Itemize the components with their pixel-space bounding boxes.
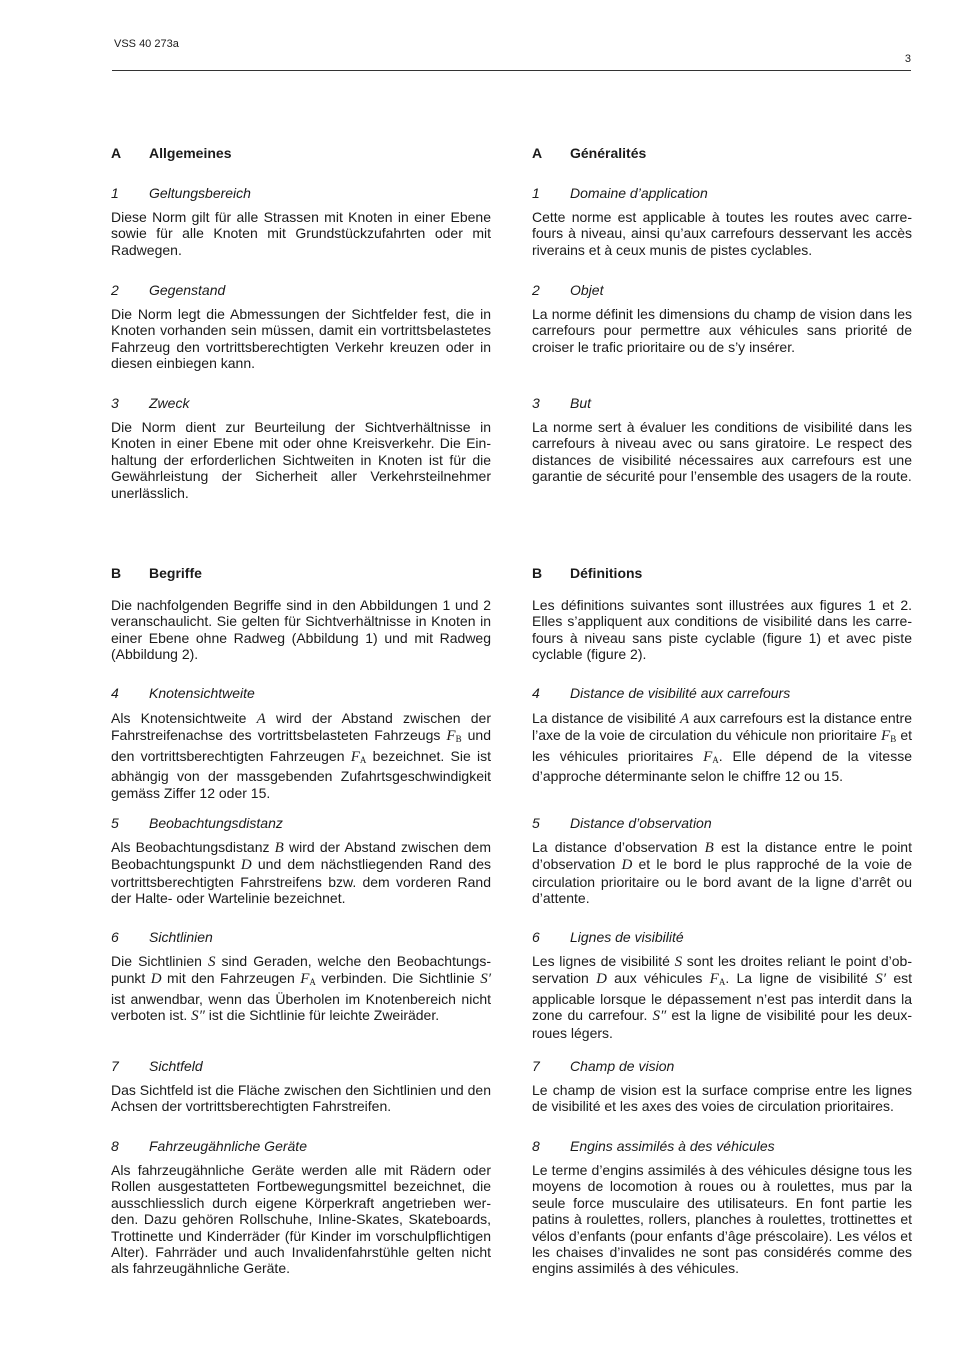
subsection-7-heading: 7 Champ de vision — [532, 1058, 675, 1074]
subsection-3-text: La norme sert à évaluer les conditions de visibilité dans les carrefours à niveau avec ou sans giratoire. Le respect des distances de visibilité nécessaires aux carrefours est une garantie de sécurité pour l’ensemble des usagers de la route. — [532, 419, 912, 485]
subsection-2-heading: 2 Objet — [532, 282, 604, 298]
section-b-intro: Die nachfolgenden Begriffe sind in den Abbildungen 1 und 2 veranschaulicht. Sie gelten für Sichtverhältnisse in Knoten in einer Ebene ohne Radweg (Abbildung 1) und mit Radweg (Abbildung 2). — [111, 597, 491, 663]
subsection-6-text: Les lignes de visibilité S sont les droites reliant le point d’observation D aux véhicules $F_A$. La ligne de visibilité S′ est applicable lorsque le dépassement n’est pas interdit dans la zone du carrefour. S″ est la ligne de visibilité pour les deuxroues légers. — [532, 953, 913, 1041]
subsection-2-text: Die Norm legt die Abmessungen der Sichtfelder fest, die in Knoten vorhanden sein müssen, damit ein vortrittsbelastetes Fahrzeug den vortrittsberechtigten Verkehr kreuzen oder in diesen einbiegen kann. — [111, 306, 491, 372]
subsection-7-heading: 7 Sichtfeld — [111, 1058, 203, 1074]
subsection-2-text: La norme définit les dimensions du champ de vision dans les carrefours pour permettre aux véhicules sans priorité de croiser le trafic prioritaire ou de s’y insérer. — [532, 306, 912, 355]
subsection-5-heading: 5 Beobachtungsdistanz — [111, 815, 283, 831]
subsection-5-heading: 5 Distance d’observation — [532, 815, 712, 831]
subsection-8-heading: 8 Fahrzeugähnliche Geräte — [111, 1138, 307, 1154]
subsection-3-heading: 3 Zweck — [111, 395, 190, 411]
section-b-heading: B Définitions — [532, 565, 643, 581]
section-b-heading: B Begriffe — [111, 565, 202, 581]
subsection-4-text: La distance de visibilité A aux carrefours est la distance entre l’axe de la voie de circulation du véhicule non prioritaire $F_B$ et les véhicules prioritaires $F_A$. Elle dépend de la vitesse d’approche déterminante selon le chiffre 12 ou 15. — [532, 710, 912, 785]
subsection-1-heading: 1 Geltungsbereich — [111, 185, 251, 201]
subsection-6-heading: 6 Lignes de visibilité — [532, 929, 684, 945]
page-header-doc-id: VSS 40 273a — [114, 38, 179, 50]
subsection-8-heading: 8 Engins assimilés à des véhicules — [532, 1138, 775, 1154]
subsection-3-heading: 3 But — [532, 395, 592, 411]
subsection-7-text: Le champ de vision est la surface comprise entre les lignes de visibilité et les axes des voies de circulation prioritaires. — [532, 1082, 912, 1115]
subsection-1-text: Diese Norm gilt für alle Strassen mit Knoten in einer Ebene sowie für alle Knoten mit Grundstückzufahrten oder mit Radwegen. — [111, 209, 491, 258]
subsection-6-heading: 6 Sichtlinien — [111, 929, 213, 945]
subsection-7-text: Das Sichtfeld ist die Fläche zwischen den Sichtlinien und den Achsen der vortrittsberechtigten Fahrstreifen. — [111, 1082, 491, 1115]
subsection-4-heading: 4 Knotensichtweite — [111, 685, 255, 701]
subsection-2-heading: 2 Gegenstand — [111, 282, 226, 298]
subsection-4-text: Als Knotensichtweite A wird der Abstand zwischen der Fahrstreifenachse des vortrittsbelasteten Fahrzeugs $F_B$ und den vortrittsberechtigten Fahrzeugen $F_A$ bezeichnet. Sie ist abhängig von der massgebenden Zufahrtsgeschwindigkeit gemäss Ziffer 12 oder 15. — [111, 710, 492, 801]
subsection-5-text: La distance d’observation B est la distance entre le point d’observation D et le bord le plus rapproché de la voie de circulation prioritaire ou le bord avant de la ligne d’arrêt ou d’attente. — [532, 839, 912, 907]
subsection-3-text: Die Norm dient zur Beurteilung der Sichtverhältnisse in Knoten in einer Ebene mit oder ohne Kreisverkehr. Die Einhaltung der erforderlichen Sichtweiten in Knoten ist für die Gewährleistung der Sicherheit aller Verkehrsteilnehmer unerlässlich. — [111, 419, 491, 501]
header-rule — [112, 70, 911, 71]
subsection-6-text: Die Sichtlinien S sind Geraden, welche den Beobachtungspunkt D mit den Fahrzeugen $F_A$ verbinden. Die Sichtlinie S′ ist anwendbar, wenn das Überholen im Knotenbereich nicht verboten ist. S″ ist die Sichtlinie für leichte Zweiräder. — [111, 953, 492, 1025]
subsection-1-heading: 1 Domaine d’application — [532, 185, 708, 201]
section-b-intro: Les définitions suivantes sont illustrées aux figures 1 et 2. Elles s’appliquent aux conditions de visibilité dans les carrefours à niveau sans piste cyclable (figure 1) et avec piste cyclable (figure 2). — [532, 597, 912, 663]
subsection-4-heading: 4 Distance de visibilité aux carrefours — [532, 685, 791, 701]
page-number: 3 — [904, 53, 911, 65]
subsection-5-text: Als Beobachtungsdistanz B wird der Abstand zwischen dem Beobachtungspunkt D und dem nächstliegenden Rand des vortrittsberechtigten Fahrstreifens bzw. dem vorderen Rand der Halte- oder Wartelinie bezeichnet. — [111, 839, 492, 907]
subsection-8-text: Le terme d’engins assimilés à des véhicules désigne tous les moyens de locomotion à roues ou à roulettes, mus par la seule force musculaire des utilisateurs. En font partie les patins à roulettes, rollers, planches à roulettes, trottinettes et vélos d’enfants (pour enfants d’âge préscolaire). Les vélos et les chaises d’invalides ne sont pas considérés comme des engins assimilés à des véhicules. — [532, 1162, 912, 1277]
subsection-8-text: Als fahrzeugähnliche Geräte werden alle mit Rädern oder Rollen ausgestatteten Fortbewegungsmittel bezeichnet, die ausschliesslich durch eigene Körperkraft angetrieben werden. Dazu gehören Rollschuhe, Inline-Skates, Skateboards, Trottinette und Kinderräder (für Kinder im vorschulpflichtigen Alter). Fahrräder und auch Invalidenfahrstühle gelten nicht als fahrzeugähnliche Geräte. — [111, 1162, 491, 1277]
section-a-heading: A Allgemeines — [111, 145, 232, 161]
section-a-heading: A Généralités — [532, 145, 647, 161]
subsection-1-text: Cette norme est applicable à toutes les routes avec carrefours à niveau, ainsi qu’aux carrefours desservant les accès riverains et à ceux munis de pistes cyclables. — [532, 209, 912, 258]
